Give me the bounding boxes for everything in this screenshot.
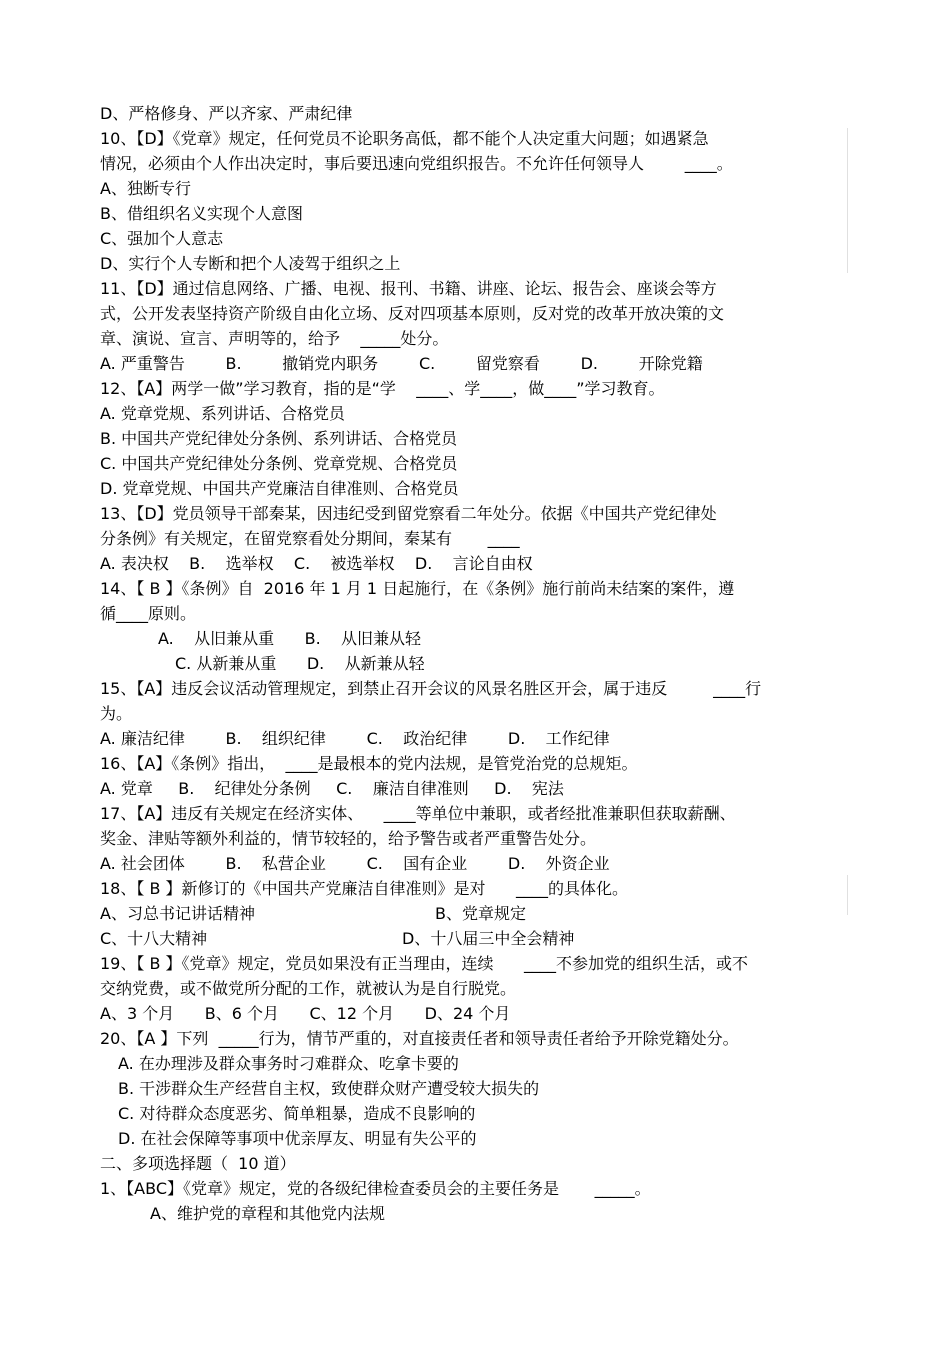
- option-line: C. 对待群众态度恶劣、简单粗暴，造成不良影响的: [118, 1104, 476, 1123]
- option-line: A. 社会团体 B. 私营企业 C. 国有企业 D. 外资企业: [100, 854, 610, 873]
- question-17-line: 17、【A】违反有关规定在经济实体、 ____等单位中兼职，或者经批准兼职但获取薪酬、: [100, 804, 736, 823]
- question-19-line: 19、【 B 】《党章》规定，党员如果没有正当理由，连续 ____不参加党的组织生活，或不: [100, 954, 749, 973]
- question-12-line: 12、【A】两学一做”学习教育，指的是“学 ____、学____，做____”学习教育。: [100, 379, 665, 398]
- margin-rule-lower: [847, 875, 848, 915]
- text-line: 章、演说、宣言、声明等的，给予 _____处分。: [100, 329, 449, 348]
- question-13-line: 13、【D】党员领导干部秦某，因违纪受到留党察看二年处分。依据《中国共产党纪律处: [100, 504, 717, 523]
- option-line: B、党章规定: [435, 904, 526, 923]
- question-18-line: 18、【 B 】新修订的《中国共产党廉洁自律准则》是对 ____的具体化。: [100, 879, 629, 898]
- multi-question-1-line: 1、【ABC】《党章》规定，党的各级纪律检查委员会的主要任务是 _____。: [100, 1179, 651, 1198]
- option-line: C. 从新兼从重 D. 从新兼从轻: [175, 654, 425, 673]
- option-line: A、独断专行: [100, 179, 191, 198]
- option-line: D. 党章党规、中国共产党廉洁自律准则、合格党员: [100, 479, 459, 498]
- question-14-line: 14、【 B 】《条例》自 2016 年 1 月 1 日起施行，在《条例》施行前尚未结案的案件，遵: [100, 579, 735, 598]
- text-line: D、严格修身、严以齐家、严肃纪律: [100, 104, 353, 123]
- option-line: A. 严重警告 B. 撤销党内职务 C. 留党察看 D. 开除党籍: [100, 354, 703, 373]
- option-line: A. 表决权 B. 选举权 C. 被选举权 D. 言论自由权: [100, 554, 533, 573]
- option-line: A. 廉洁纪律 B. 组织纪律 C. 政治纪律 D. 工作纪律: [100, 729, 610, 748]
- option-line: C. 中国共产党纪律处分条例、党章党规、合格党员: [100, 454, 458, 473]
- option-line: D、实行个人专断和把个人凌驾于组织之上: [100, 254, 401, 273]
- question-11-line: 11、【D】通过信息网络、广播、电视、报刊、书籍、讲座、论坛、报告会、座谈会等方: [100, 279, 717, 298]
- option-line: B. 干涉群众生产经营自主权，致使群众财产遭受较大损失的: [118, 1079, 540, 1098]
- text-line: 循____原则。: [100, 604, 197, 623]
- option-line: A、3 个月 B、6 个月 C、12 个月 D、24 个月: [100, 1004, 511, 1023]
- question-15-line: 15、【A】违反会议活动管理规定，到禁止召开会议的风景名胜区开会，属于违反 ____行: [100, 679, 762, 698]
- option-line: A、习总书记讲话精神: [100, 904, 255, 923]
- margin-rule-upper: [847, 128, 848, 273]
- text-line: 式，公开发表坚持资产阶级自由化立场、反对四项基本原则，反对党的改革开放决策的文: [100, 304, 725, 323]
- text-line: 交纳党费，或不做党所分配的工作，就被认为是自行脱党。: [100, 979, 517, 998]
- question-10-line: 10、【D】《党章》规定，任何党员不论职务高低，都不能个人决定重大问题；如遇紧急: [100, 129, 709, 148]
- text-line: 为。: [100, 704, 133, 723]
- option-line: A. 从旧兼从重 B. 从旧兼从轻: [158, 629, 422, 648]
- text-line: 分条例》有关规定，在留党察看处分期间，秦某有 ____: [100, 529, 520, 548]
- option-line: A. 党章党规、系列讲话、合格党员: [100, 404, 345, 423]
- option-line: C、十八大精神: [100, 929, 208, 948]
- text-line: 奖金、津贴等额外利益的，情节较轻的，给予警告或者严重警告处分。: [100, 829, 597, 848]
- option-line: D、十八届三中全会精神: [402, 929, 575, 948]
- option-line: A、维护党的章程和其他党内法规: [150, 1204, 385, 1223]
- option-line: D. 在社会保障等事项中优亲厚友、明显有失公平的: [118, 1129, 477, 1148]
- option-line: B. 中国共产党纪律处分条例、系列讲话、合格党员: [100, 429, 458, 448]
- section-heading: 二、多项选择题（ 10 道）: [100, 1154, 296, 1173]
- question-20-line: 20、【A 】下列 _____行为，情节严重的，对直接责任者和领导责任者给予开除党籍处分。: [100, 1029, 739, 1048]
- question-16-line: 16、【A】《条例》指出， ____是最根本的党内法规，是管党治党的总规矩。: [100, 754, 638, 773]
- option-line: C、强加个人意志: [100, 229, 224, 248]
- option-line: A. 党章 B. 纪律处分条例 C. 廉洁自律准则 D. 宪法: [100, 779, 564, 798]
- option-line: B、借组织名义实现个人意图: [100, 204, 303, 223]
- option-line: A. 在办理涉及群众事务时刁难群众、吃拿卡要的: [118, 1054, 459, 1073]
- text-line: 情况，必须由个人作出决定时，事后要迅速向党组织报告。不允许任何领导人 ____。: [100, 154, 733, 173]
